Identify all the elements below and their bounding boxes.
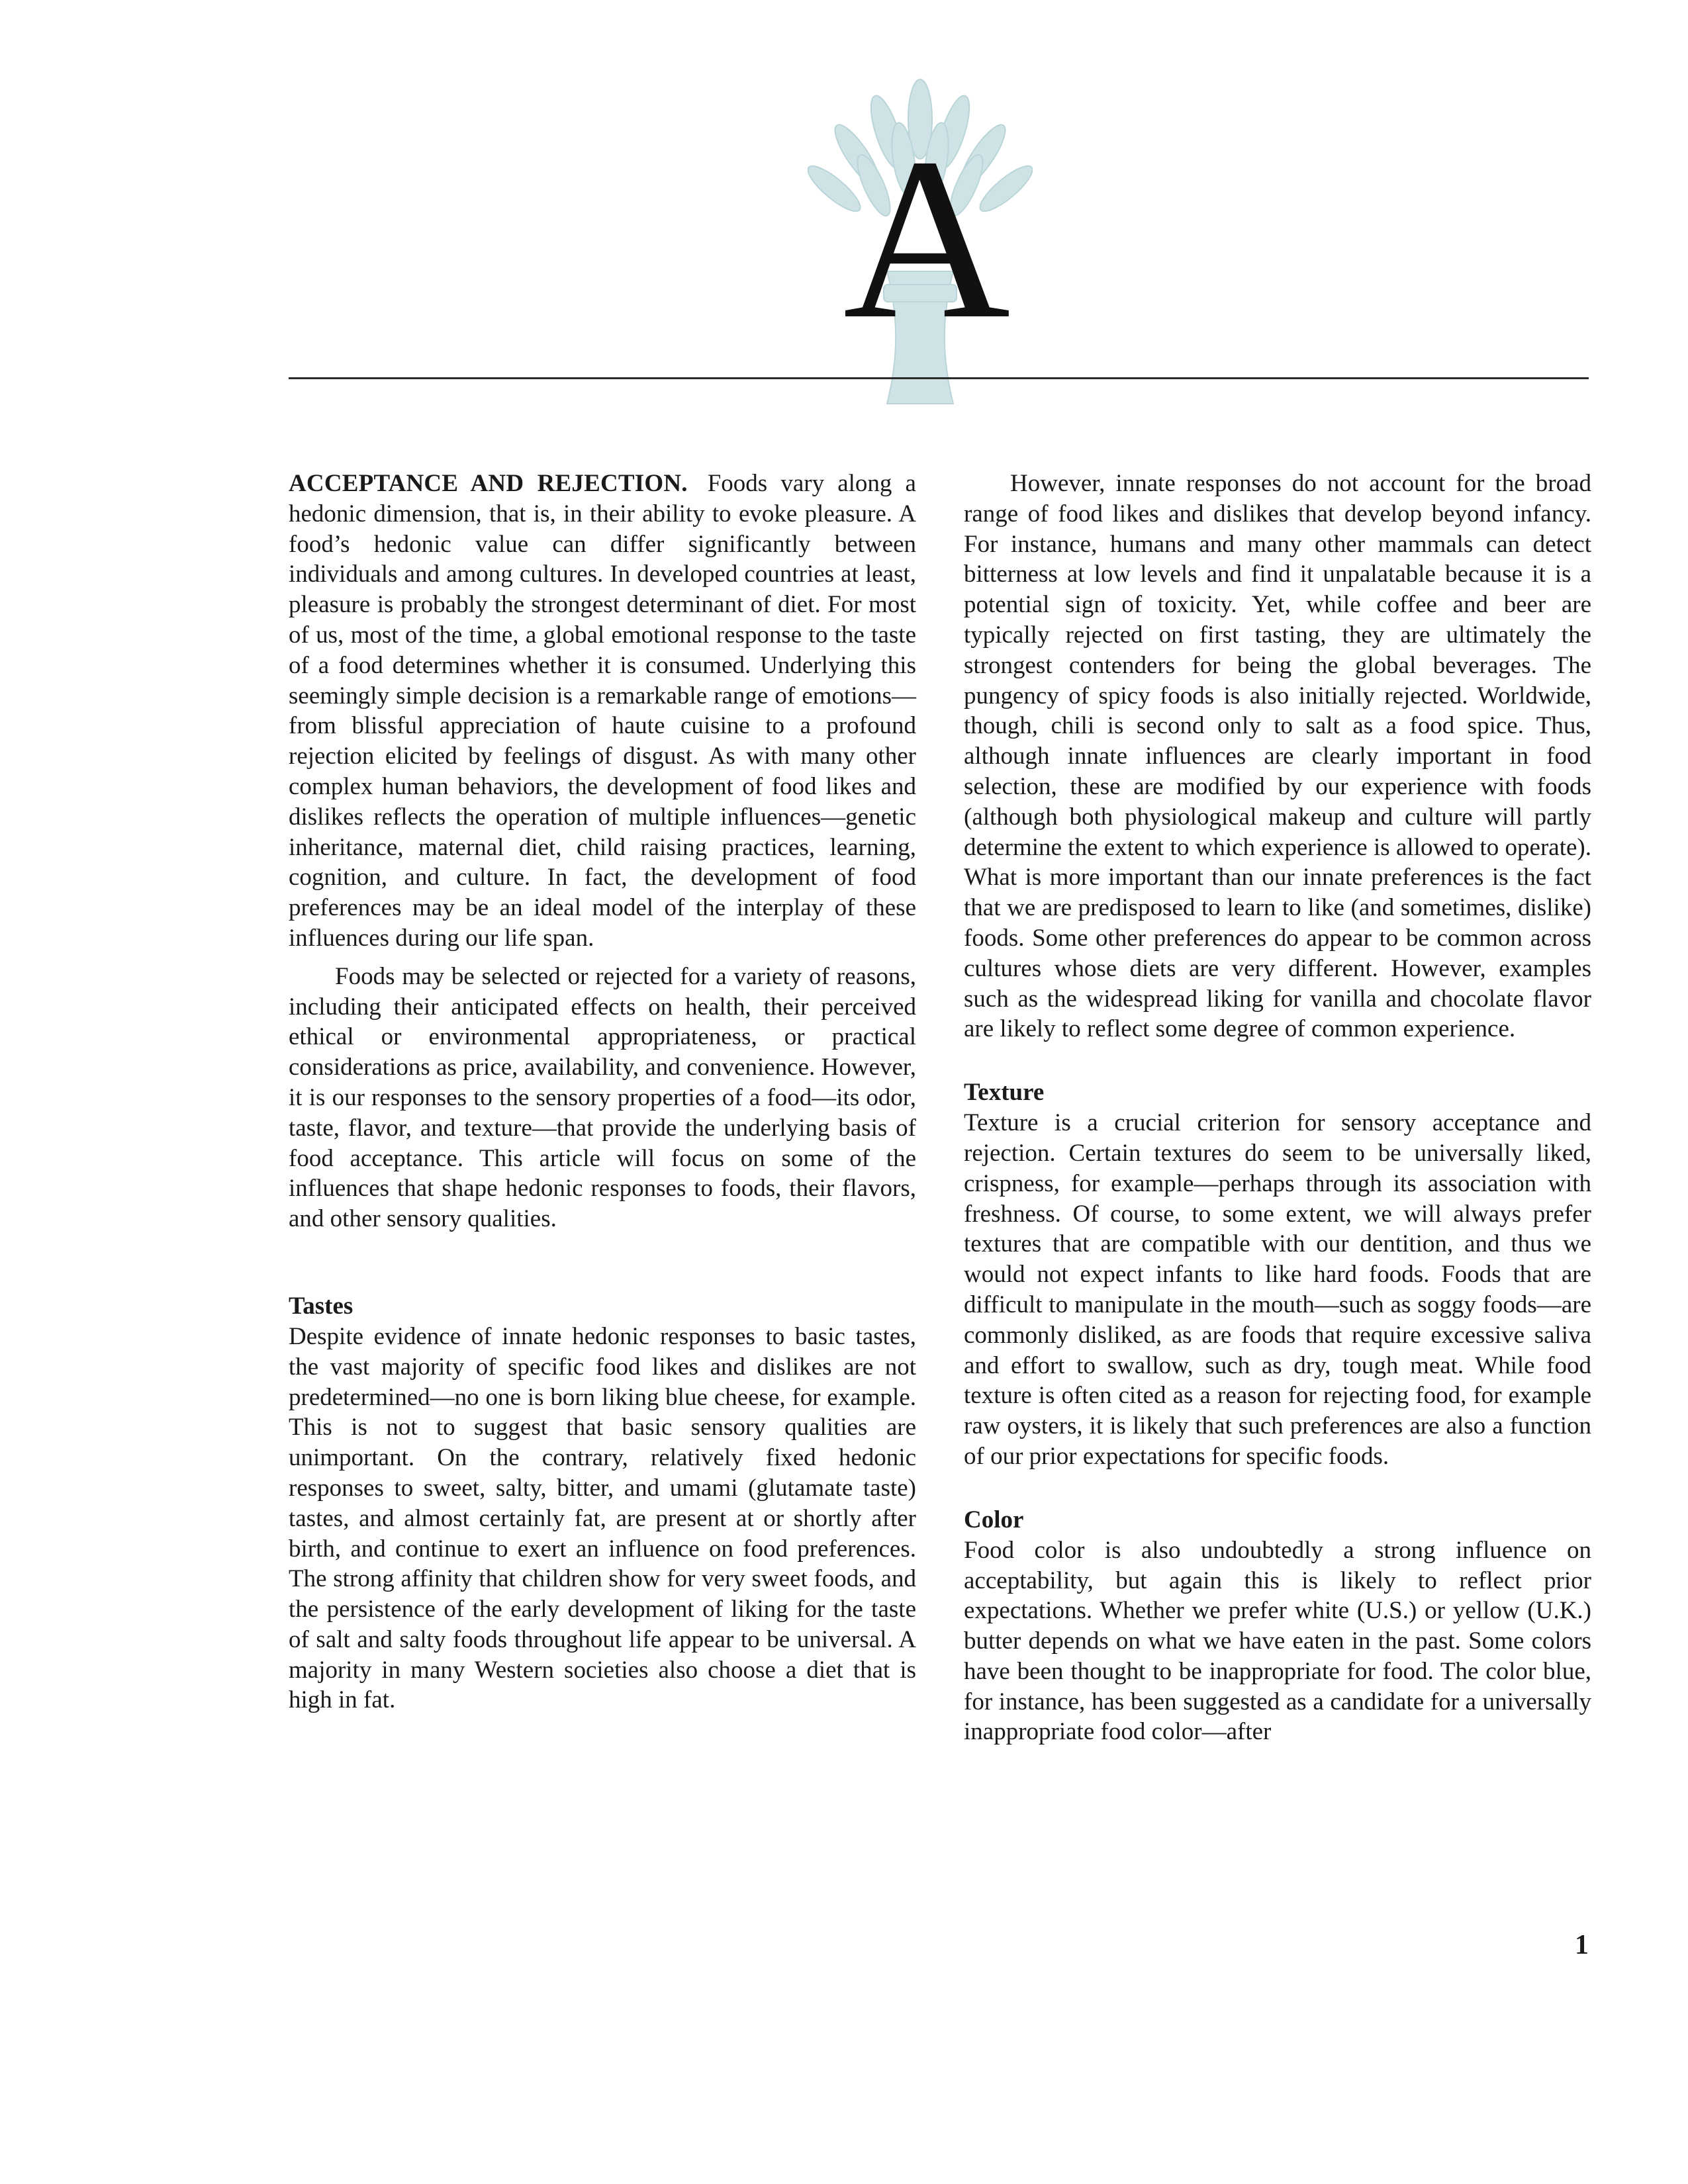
header-rule — [289, 377, 1589, 379]
left-column — [289, 469, 916, 1715]
section-letter: A — [843, 110, 1011, 367]
color-heading: Color — [964, 1506, 1024, 1533]
intro-paragraph-text: Foods vary along a hedonic dimension, that is, in their ability to evoke pleasure. A food’s hedonic value can differ significantly between individuals and among cultures. In developed countries at least, pleasure is probably the strongest determinant of diet. For most of us, most of the time, a global emotional response to the taste of a food determines whether it is consumed. Underlying this seemingly simple decision is a remarkable range of emotions—from blissful appreciation of haute cuisine to a profound rejection elicited by feelings of disgust. As with many other complex human behaviors, the development of food likes and dislikes reflects the operation of multiple influences—genetic inheritance, maternal diet, child raising practices, learning, cognition, and culture. In fact, the development of food preferences may be an ideal model of the interplay of these influences during our life span. — [289, 470, 916, 952]
texture-paragraph: Texture is a crucial criterion for sensory acceptance and rejection. Certain textures do seem to be universally liked, crispness, for example—perhaps through its association with freshness. Of course, to some extent, we will always prefer textures that are compatible with our dentition, and thus we would not expect infants to like hard foods. Foods that are difficult to manipulate in the mouth—such as soggy foods—are commonly disliked, as are foods that require excessive saliva and effort to swallow, such as dry, tough meat. While food texture is often cited as a reason for rejecting food, for example raw oysters, it is likely that such preferences are also a function of our prior expectations for specific foods. — [964, 1109, 1591, 1470]
body-paragraph: Foods may be selected or rejected for a variety of reasons, including their anticipated effects on health, their perceived ethical or environmental appropriateness, or practical considerations as price, availability, and convenience. However, it is our responses to the sensory properties of a food—its odor, taste, flavor, and texture—that provide the underlying basis of food acceptance. This article will focus on some of the influences that shape hedonic responses to foods, their flavors, and other sensory qualities. — [289, 962, 916, 1233]
color-paragraph: Food color is also undoubtedly a strong influence on acceptability, but again this is likely to reflect prior expectations. Whether we prefer white (U.S.) or yellow (U.K.) butter depends on what we have eaten in the past. Some colors have been thought to be inappropriate for food. The color blue, for instance, has been suggested as a candidate for a universally inappropriate food color—after — [964, 1536, 1591, 1746]
tastes-paragraph: Despite evidence of innate hedonic responses to basic tastes, the vast majority of specific food likes and dislikes are not predetermined—no one is born liking blue cheese, for example. This is not to suggest that basic sensory qualities are unimportant. On the contrary, relatively fixed hedonic responses to sweet, salty, bitter, and umami (glutamate taste) tastes, and almost certainly fat, are present at or shortly after birth, and continue to exert an influence on food preferences. The strong affinity that children show for very sweet foods, and the persistence of the early development of liking for the taste of salt and salty foods throughout life appear to be universal. A majority in many Western societies also choose a diet that is high in fat. — [289, 1322, 916, 1714]
tastes-heading: Tastes — [289, 1292, 353, 1320]
page-number: 1 — [1575, 1930, 1589, 1960]
right-column — [964, 469, 1591, 1747]
texture-heading: Texture — [964, 1079, 1045, 1107]
right-intro-paragraph: However, innate responses do not account for the broad range of food likes and dislikes that develop beyond infancy. For instance, humans and many other mammals can detect bitterness at low levels and find it unpalatable because it is a potential sign of toxicity. Yet, while coffee and beer are typically rejected on first tasting, they are ultimately the strongest contenders for being the global beverages. The pungency of spicy foods is also initially rejected. Worldwide, though, chili is second only to salt as a food spice. Thus, although innate influences are clearly important in food selection, these are modified by our experience with foods (although both physiological makeup and culture will partly determine the extent to which experience is allowed to operate). What is more important than our innate preferences is the fact that we are predisposed to learn to like (and sometimes, dislike) foods. Some other preferences do appear to be common across cultures whose diets are very different. However, examples such as the widespread liking for vanilla and chocolate flavor are likely to reflect some degree of common experience. — [964, 470, 1591, 1043]
entry-title: ACCEPTANCE AND REJECTION. — [289, 470, 688, 497]
intro-paragraph — [289, 469, 916, 954]
